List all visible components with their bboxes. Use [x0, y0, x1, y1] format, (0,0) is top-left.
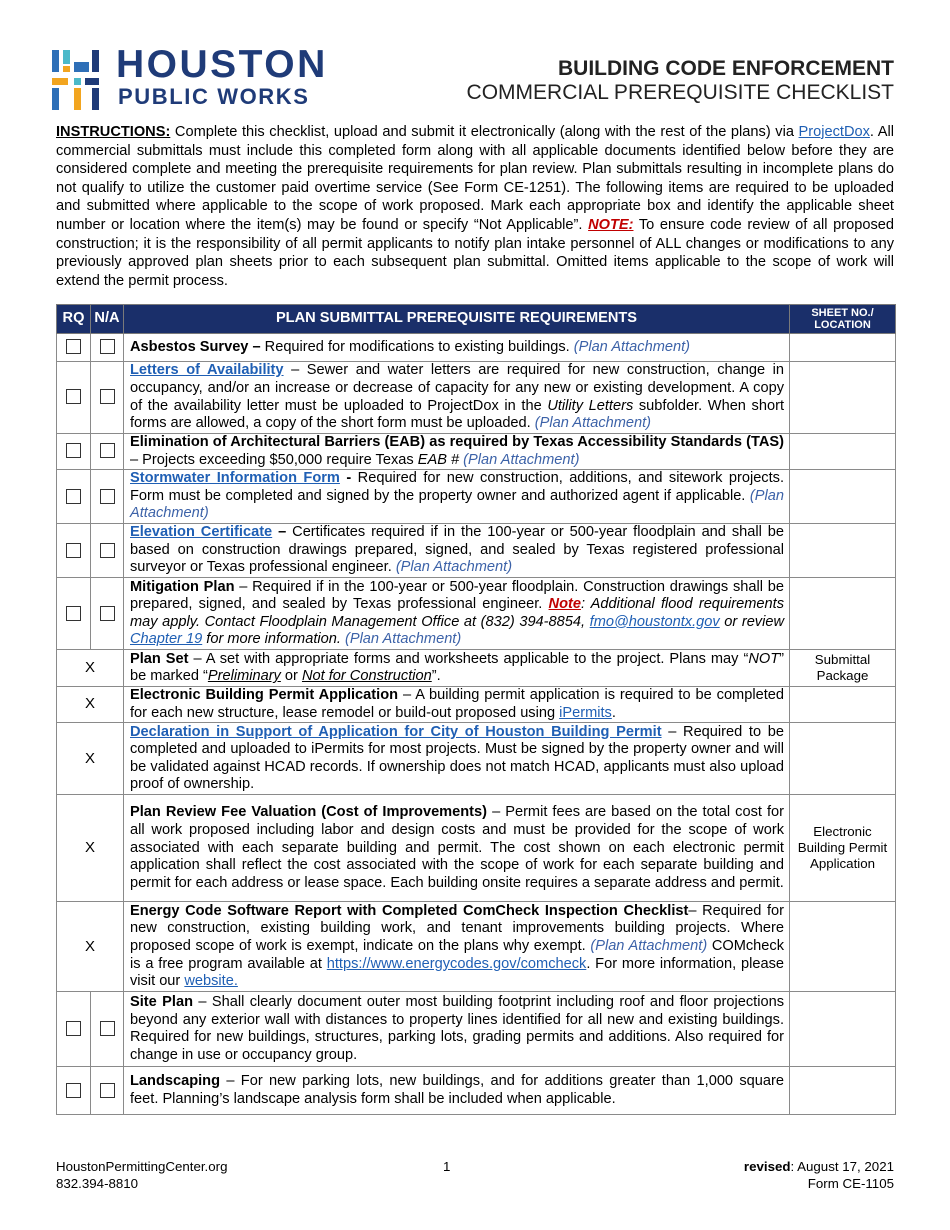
requirement-text: Certificates required if in the 100-year or 500-year floodplain and shall be based on construction drawings prepared, signed, and sealed by Texas registered professional surveyor or Texas professional engineer. — [130, 524, 785, 576]
required-x-mark: X — [84, 749, 95, 767]
requirement-title: Landscaping — [130, 1073, 221, 1090]
required-mark-cell — [57, 723, 124, 795]
requirement-text: – Permit fees are based on the total cost for all work proposed including labor and design costs and must be provided for the scope of work associated with each separate building and permit. The cost shown on each electronic permit application shall reflect the cost associated with the scope of work for each separate building and permit for each address or lease space. Each building onsite requires a separate address and permit. — [130, 804, 785, 891]
requirement-title: Elimination of Architectural Barriers (EAB) as required by Texas Accessibility Standards (TAS) — [130, 434, 784, 450]
sheet-location-cell[interactable] — [790, 687, 896, 723]
form-number: Form CE-1105 — [807, 1176, 894, 1191]
requirement-cell — [124, 1067, 790, 1115]
rq-checkbox[interactable] — [66, 606, 81, 621]
sheet-location-cell[interactable] — [790, 992, 896, 1067]
declaration-link[interactable]: Declaration in Support of Application for City of Houston Building Permit — [130, 723, 662, 740]
instructions-text: . All commercial submittals must include this completed form along with all applicable documents identified below before they are considered complete and meeting the prerequisite requirements for plan review. Plan submittals resulting in incomplete plans do not qualify to utilize the customer paid overtime service (See Form CE-1251). The following items are required to be uploaded and submitted where applicable to the scope of work proposed. Mark each appropriate box and identify the applicable sheet number or location where the item(s) may be found or specify “Not Applicable”. — [56, 124, 894, 233]
plan-attachment: (Plan Attachment) — [463, 451, 580, 468]
requirement-title: Site Plan — [130, 994, 193, 1011]
page-number: 1 — [443, 1159, 451, 1174]
requirement-cell — [124, 723, 790, 795]
requirement-text: or — [280, 668, 302, 685]
prerequisite-table — [56, 304, 896, 1115]
sheet-location-cell[interactable]: Electronic Building Permit Application — [790, 795, 896, 902]
required-mark-cell — [57, 795, 124, 902]
sheet-location-cell[interactable] — [790, 578, 896, 650]
table-row — [57, 992, 896, 1067]
requirement-cell — [124, 992, 790, 1067]
required-mark-cell — [57, 687, 124, 723]
requirement-text: – Shall clearly document outer most building footprint including roof and floor projections beyond any exterior wall with distances to property lines identified for all new and existing buildings. Required for new buildings, structures, parking lots, grading permits and additions. Also required for change in use or occupancy group. — [130, 994, 784, 1063]
chapter-19-link[interactable]: Chapter 19 — [130, 631, 203, 648]
logo-sub: PUBLIC WORKS — [118, 84, 310, 109]
required-x-mark: X — [84, 658, 95, 676]
required-x-mark: X — [84, 937, 95, 955]
table-row — [57, 334, 896, 362]
na-checkbox[interactable] — [100, 389, 115, 404]
logo-word: HOUSTON — [116, 43, 328, 86]
plan-attachment: (Plan Attachment) — [590, 938, 708, 955]
requirement-text: . For more information, please visit our — [130, 955, 784, 990]
requirement-text: COMcheck is a free program available at — [130, 938, 785, 972]
logo-mark-icon — [52, 48, 108, 110]
footer-phone: 832.394-8810 — [56, 1176, 139, 1191]
rq-cell — [57, 578, 91, 650]
table-row — [57, 524, 896, 578]
na-cell — [91, 524, 124, 578]
na-checkbox[interactable] — [100, 606, 115, 621]
na-cell — [91, 334, 124, 362]
rq-checkbox[interactable] — [66, 489, 81, 504]
requirement-italic: or review — [719, 613, 784, 630]
requirement-cell — [124, 902, 790, 992]
sheet-location-cell[interactable] — [790, 524, 896, 578]
requirement-text: ”. — [431, 668, 441, 685]
footer-contact — [56, 1158, 227, 1192]
document-title — [467, 57, 894, 105]
elevation-certificate-link[interactable]: Elevation Certificate — [130, 524, 273, 541]
title-line-2: COMMERCIAL PREREQUISITE CHECKLIST — [466, 81, 894, 104]
requirement-text: – For new parking lots, new buildings, and for additions greater than 1,000 square feet. Planning’s landscape analysis form shall be included when applicable. — [130, 1073, 784, 1107]
footer-revision — [744, 1158, 894, 1192]
table-row — [57, 687, 896, 723]
requirement-cell — [124, 524, 790, 578]
na-checkbox[interactable] — [100, 339, 115, 354]
requirement-title: Asbestos Survey – — [130, 338, 261, 355]
table-row — [57, 1067, 896, 1115]
rq-cell — [57, 362, 91, 434]
table-row — [57, 902, 896, 992]
required-x-mark: X — [84, 695, 95, 713]
rq-checkbox[interactable] — [66, 389, 81, 404]
table-row — [57, 795, 896, 902]
rq-cell — [57, 334, 91, 362]
plan-attachment: (Plan Attachment) — [534, 415, 652, 432]
houston-public-works-logo — [52, 43, 352, 110]
na-checkbox[interactable] — [100, 543, 115, 558]
requirement-title: Mitigation Plan — [130, 578, 235, 595]
col-header-requirements: PLAN SUBMITTAL PREREQUISITE REQUIREMENTS — [124, 305, 790, 334]
requirement-cell — [124, 434, 790, 470]
col-header-na: N/A — [91, 305, 124, 334]
sheet-location-cell[interactable] — [790, 723, 896, 795]
revised-label: revised — [743, 1159, 791, 1174]
energycodes-link[interactable]: https://www.energycodes.gov/comcheck — [326, 955, 587, 972]
table-row — [57, 650, 896, 687]
requirement-text: ” be marked “ — [130, 650, 784, 685]
requirement-text: Required for new construction, additions, and sitework projects. Form must be completed and signed by the property owner and authorized agent if applicable. — [130, 470, 785, 504]
rq-cell — [57, 1067, 91, 1115]
requirement-italic: NOT — [748, 650, 780, 667]
plan-attachment: (Plan Attachment) — [573, 338, 690, 355]
requirement-cell — [124, 578, 790, 650]
table-row — [57, 723, 896, 795]
requirement-cell — [124, 687, 790, 723]
na-cell — [91, 578, 124, 650]
col-header-rq: RQ — [57, 305, 91, 334]
rq-checkbox[interactable] — [66, 1021, 81, 1036]
requirement-title: Plan Review Fee Valuation (Cost of Improvements) — [130, 804, 488, 821]
col-header-sheet: SHEET NO./ LOCATION — [790, 305, 896, 334]
requirement-text: – Sewer and water letters are required for new construction, change in occupancy, and/or an increase or decrease of capacity for any new or existing development. A copy of the availability letter must be uploaded to ProjectDox in the — [130, 362, 785, 414]
sheet-location-cell[interactable] — [790, 1067, 896, 1115]
website-link[interactable]: website. — [184, 973, 238, 990]
requirement-cell — [124, 470, 790, 524]
required-mark-cell — [57, 902, 124, 992]
na-cell — [91, 1067, 124, 1115]
requirement-dash: – — [272, 524, 287, 541]
rq-cell — [57, 470, 91, 524]
stormwater-form-link[interactable]: Stormwater Information Form — [130, 470, 340, 487]
rq-checkbox[interactable] — [66, 543, 81, 558]
ipermits-link[interactable]: iPermits — [559, 704, 612, 721]
rq-checkbox[interactable] — [66, 339, 81, 354]
requirement-title: Plan Set — [130, 650, 189, 667]
requirement-text: . — [611, 704, 616, 721]
plan-attachment: (Plan Attachment) — [344, 631, 462, 648]
plan-attachment: (Plan Attachment) — [395, 559, 513, 576]
letters-of-availability-link[interactable]: Letters of Availability — [130, 362, 284, 379]
requirement-cell — [124, 650, 790, 687]
sheet-location-cell[interactable] — [790, 362, 896, 434]
requirement-text: Required for modifications to existing buildings. — [260, 338, 574, 355]
sheet-location-cell[interactable]: Submittal Package — [790, 650, 896, 687]
table-header-row — [57, 305, 896, 334]
sheet-location-cell[interactable] — [790, 334, 896, 362]
rq-checkbox[interactable] — [66, 1083, 81, 1098]
na-cell — [91, 434, 124, 470]
instructions-paragraph — [56, 123, 894, 290]
plan-attachment: (Plan Attachment) — [130, 487, 784, 522]
sheet-location-cell[interactable] — [790, 902, 896, 992]
table-row — [57, 578, 896, 650]
requirement-text: – A building permit application is required to be completed for each new structure, lease remodel or build-out proposed using — [130, 687, 784, 721]
requirement-cell — [124, 334, 790, 362]
footer-site: HoustonPermittingCenter.org — [56, 1159, 228, 1174]
requirement-title: Electronic Building Permit Application — [130, 687, 399, 704]
requirement-dash: - — [339, 470, 352, 487]
na-cell — [91, 470, 124, 524]
instructions-text: To ensure code review of all proposed construction; it is the responsibility of all permit applicants to notify plan intake personnel of ALL changes or modifications to any previously approved plan sheets prior to each subsequent plan submittal. Omitted items applicable to the scope of work will extend the permit process. — [56, 216, 894, 289]
requirement-italic: EAB # — [417, 451, 460, 468]
rq-cell — [57, 992, 91, 1067]
na-checkbox[interactable] — [100, 489, 115, 504]
na-checkbox[interactable] — [100, 1021, 115, 1036]
required-x-mark: X — [84, 839, 95, 857]
requirement-text: – A set with appropriate forms and worksheets applicable to the project. Plans may “ — [188, 650, 749, 667]
note-label: NOTE: — [588, 216, 634, 233]
rq-checkbox[interactable] — [66, 443, 81, 458]
na-checkbox[interactable] — [100, 443, 115, 458]
title-line-1: BUILDING CODE ENFORCEMENT — [558, 57, 894, 80]
requirement-cell — [124, 362, 790, 434]
instructions-text: Complete this checklist, upload and submit it electronically (along with the rest of the plans) via — [170, 124, 799, 140]
na-checkbox[interactable] — [100, 1083, 115, 1098]
requirement-text: – Required if in the 100-year or 500-year floodplain. Construction drawings shall be prepared, signed, and sealed by Texas professional engineer. — [130, 578, 784, 613]
projectdox-link[interactable]: ProjectDox — [798, 124, 870, 140]
requirement-text: – Required to be completed and uploaded to iPermits for most projects. Must be signed by the property owner and will be validated against HCAD records. If ownership does not match HCAD, applicants must also upload proof of ownership. — [130, 723, 784, 793]
requirement-italic: Utility Letters — [547, 397, 634, 414]
sheet-location-cell[interactable] — [790, 434, 896, 470]
requirement-italic: : Additional flood requirements may apply. Contact Floodplain Management Office at (832) 394-8854, — [130, 596, 784, 630]
requirement-title: Energy Code Software Report with Completed ComCheck Inspection Checklist — [130, 902, 689, 919]
fmo-email-link[interactable]: fmo@houstontx.gov — [589, 613, 720, 630]
na-cell — [91, 992, 124, 1067]
requirement-text: subfolder. When short forms are allowed, a copy of the short form must be uploaded. — [130, 397, 785, 432]
rq-cell — [57, 434, 91, 470]
requirement-italic: Preliminary — [207, 668, 281, 685]
table-row — [57, 362, 896, 434]
instructions-label: INSTRUCTIONS: — [56, 124, 171, 140]
sheet-location-cell[interactable] — [790, 470, 896, 524]
requirement-text: – Required for new construction, existing building work, and tenant improvements building projects. Where proposed scope of work is exempt, indicate on the plans why exempt. — [130, 902, 784, 955]
requirement-italic: Not for Construction — [301, 668, 432, 685]
requirement-cell — [124, 795, 790, 902]
rq-cell — [57, 524, 91, 578]
revised-date: : August 17, 2021 — [790, 1159, 894, 1174]
required-mark-cell — [57, 650, 124, 687]
requirement-italic: for more information. — [202, 631, 345, 648]
requirement-text: – Projects exceeding $50,000 require Texas — [130, 451, 418, 468]
note-label: Note — [548, 596, 581, 613]
table-row — [57, 470, 896, 524]
na-cell — [91, 362, 124, 434]
table-row — [57, 434, 896, 470]
